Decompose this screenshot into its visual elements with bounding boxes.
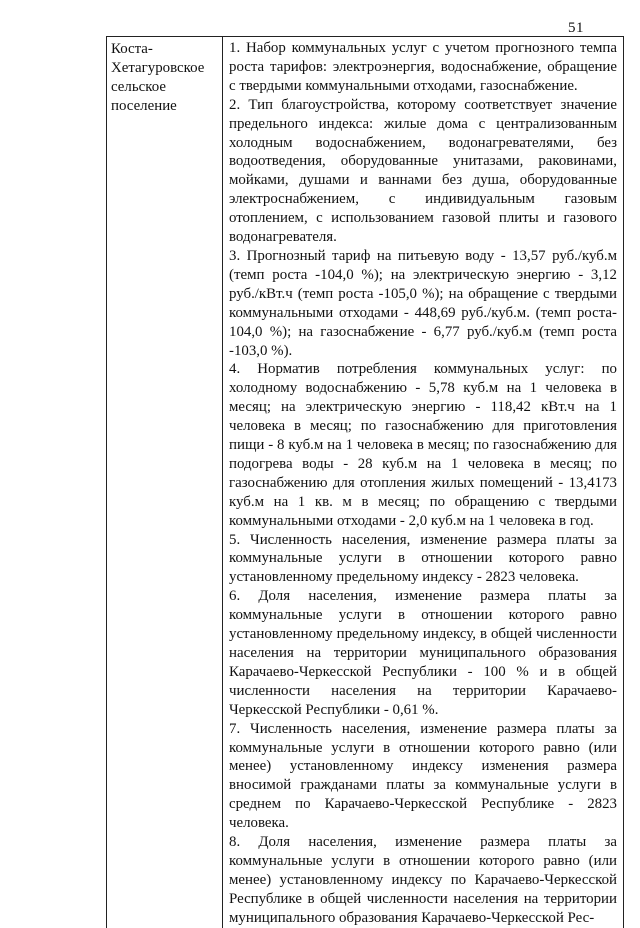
settlement-name-cell [107, 37, 223, 928]
description-item-4: 4. Норматив потребления коммунальных услуг: по холодному водоснабжению - 5,78 куб.м на 1 человека в месяц; на электрическую энергию - 118,42 кВт.ч на 1 человека в месяц; по газоснабжению для приготовления пищи - 8 куб.м на 1 человека в месяц; по газоснабжению для подогрева воды - 28 куб.м на 1 человека в месяц; по газоснабжению для отопления жилых помещений - 13,4173 куб.м на 1 кв. м в месяц; по обращению с твердыми коммунальными отходами - 2,0 куб.м на 1 человека в год. [229, 361, 617, 529]
page-number: 51 [568, 20, 584, 36]
description-item-3: 3. Прогнозный тариф на питьевую воду - 13,57 руб./куб.м (темп роста -104,0 %); на электрическую энергию - 3,12 руб./кВт.ч (темп роста -105,0 %); на обращение с твердыми коммунальными отходами - 448,69 руб./куб.м. (темп роста- 104,0 %); на газоснабжение - 6,77 руб./куб.м (темп роста -103,0 %). [229, 247, 617, 359]
description-item-6: 6. Доля населения, изменение размера платы за коммунальные услуги в отношении которого равно установленному предельному индексу, в общей численности населения на территории муниципального образования Карачаево-Черкесской Республики - 100 % и в общей численности населения на территории Карачаево-Черкесской Республики - 0,61 %. [229, 588, 617, 718]
tariff-table [106, 36, 624, 928]
description-item-2: 2. Тип благоустройства, которому соответствует значение предельного индекса: жилые дома с централизованным холодным водоснабжением, водонагревателями, без водоотведения, оборудованные унитазами, раковинами, мойками, душами и ваннами без душа, оборудованные электроснабжением, с индивидуальным газовым отоплением, с использованием газовой плиты и газового водонагревателя. [229, 96, 617, 246]
description-item-5: 5. Численность населения, изменение размера платы за коммунальные услуги в отношении которого равно установленному предельному индексу - 2823 человека. [229, 531, 617, 586]
settlement-name: Коста-Хетагуровское сельское поселение [111, 41, 205, 114]
settlement-description-cell [223, 37, 624, 928]
description-item-8: 8. Доля населения, изменение размера платы за коммунальные услуги в отношении которого равно (или менее) установленному индексу по Карачаево-Черкесской Республике в общей численности населения на территории муниципального образования Карачаево-Черкесской Рес- [229, 834, 617, 926]
description-item-1: 1. Набор коммунальных услуг с учетом прогнозного темпа роста тарифов: электроэнергия, водоснабжение, обращение с твердыми коммунальными отходами, газоснабжение. [229, 40, 617, 94]
table-row [107, 37, 624, 928]
description-item-7: 7. Численность населения, изменение размера платы за коммунальные услуги в отношении которого равно (или менее) установленному индексу изменения размера вносимой гражданами платы за коммунальные услуги в среднем по Карачаево-Черкесской Республике - 2823 человека. [229, 720, 617, 832]
